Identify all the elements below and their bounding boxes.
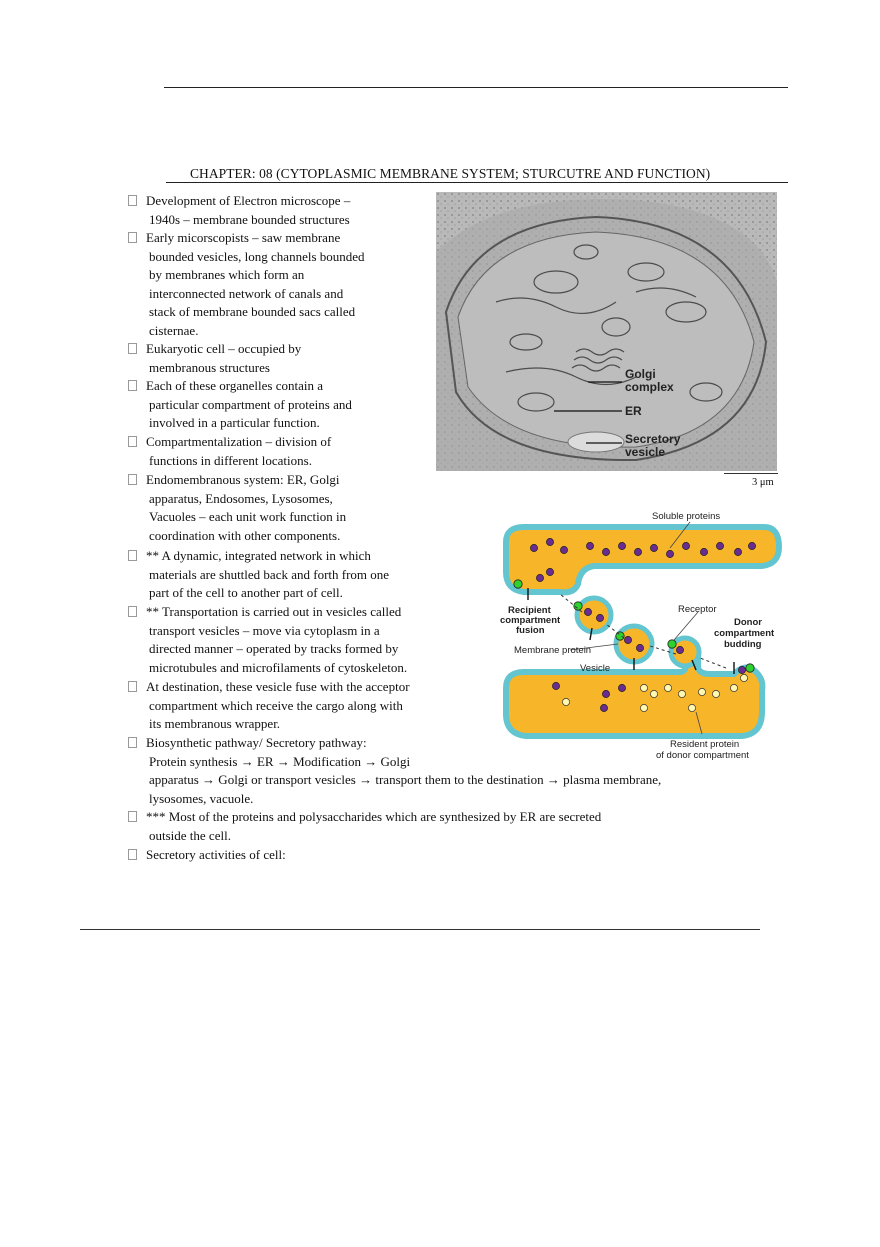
bullet-line: Each of these organelles contain a: [146, 378, 323, 393]
bullet-line: coordination with other components.: [149, 527, 341, 543]
bullet-item: [128, 471, 346, 545]
bullet-line: bounded vesicles, long channels bounded: [149, 248, 365, 264]
resident-label-2: of donor compartment: [656, 750, 749, 761]
recipient-compartment: [506, 527, 779, 592]
secretory-label-2: vesicle: [625, 445, 666, 459]
bullet-line: by membranes which form an: [149, 267, 305, 283]
bullet-line: transport vesicles – move via cytoplasm in a: [149, 622, 380, 638]
bullet-line: apparatus, Endosomes, Lysosomes,: [149, 490, 333, 506]
er-label: ER: [625, 404, 642, 418]
recipient-label-1: Recipient: [508, 605, 551, 616]
bullet-item: [128, 547, 389, 603]
bullet-line: directed manner – operated by tracks formed by: [149, 641, 399, 657]
scale-label: 3 μm: [752, 477, 774, 488]
bullet-glyph-icon: [128, 232, 137, 243]
bullet-line: functions in different locations.: [149, 452, 312, 468]
bullet-glyph-icon: [128, 849, 137, 860]
bullet-item: [128, 377, 352, 433]
bullet-line: part of the cell to another part of cell.: [149, 585, 343, 601]
vesicle-transport-diagram: [494, 502, 784, 764]
scale-bar: [724, 473, 778, 474]
bullet-item: [128, 433, 331, 470]
bullet-line: ** A dynamic, integrated network in which: [146, 548, 371, 563]
bullet-line: Vacuoles – each unit work function in: [149, 509, 347, 525]
bullet-line: involved in a particular function.: [149, 415, 320, 431]
transport-vesicle-1: [577, 598, 611, 632]
bullet-line: *** Most of the proteins and polysaccharides which are synthesized by ER are secreted: [146, 809, 602, 824]
bullet-line: lysosomes, vacuole.: [149, 790, 254, 806]
donor-label-2: compartment: [714, 628, 775, 639]
bullet-item: [128, 846, 286, 865]
bullet-glyph-icon: [128, 737, 137, 748]
bullet-line: its membranous wrapper.: [149, 716, 281, 732]
secretory-label-1: Secretory: [625, 432, 681, 446]
bullet-item: [128, 603, 407, 677]
bullet-glyph-icon: [128, 436, 137, 447]
bullet-item: [128, 340, 301, 377]
bullet-item: [128, 192, 350, 229]
bullet-line: Development of Electron microscope –: [146, 193, 351, 208]
bullet-item: [128, 678, 410, 734]
donor-label-3: budding: [724, 639, 762, 650]
bullet-line: Secretory activities of cell:: [146, 847, 286, 862]
bullet-glyph-icon: [128, 195, 137, 206]
soluble-proteins-label: Soluble proteins: [652, 511, 721, 522]
header-rule: [164, 87, 788, 88]
bullet-line: Biosynthetic pathway/ Secretory pathway:: [146, 735, 367, 750]
bullet-line: At destination, these vesicle fuse with the acceptor: [146, 679, 410, 694]
vesicle-label: Vesicle: [580, 663, 611, 674]
bullet-glyph-icon: [128, 550, 137, 561]
bullet-line: membranous structures: [149, 359, 270, 375]
recipient-label-2: compartment: [500, 615, 561, 626]
title-underline: [166, 182, 788, 183]
bullet-line: compartment which receive the cargo along with: [149, 697, 403, 713]
donor-label-1: Donor: [734, 617, 762, 628]
bullet-line: particular compartment of proteins and: [149, 396, 352, 412]
bullet-line: microtubules and microfilaments of cytoskeleton.: [149, 659, 408, 675]
receptor-label: Receptor: [678, 604, 717, 615]
resident-label-1: Resident protein: [670, 739, 740, 750]
bullet-line: interconnected network of canals and: [149, 285, 344, 301]
bullet-line: Early micorscopists – saw membrane: [146, 230, 341, 245]
bullet-glyph-icon: [128, 343, 137, 354]
bullet-item: [128, 808, 601, 845]
bullet-line: Endomembranous system: ER, Golgi: [146, 472, 340, 487]
bullet-line: 1940s – membrane bounded structures: [149, 211, 350, 227]
golgi-label-2: complex: [625, 380, 674, 394]
bullet-line: ** Transportation is carried out in vesicles called: [146, 604, 402, 619]
bullet-line: stack of membrane bounded sacs called: [149, 304, 356, 320]
footer-rule: [80, 929, 760, 930]
bullet-glyph-icon: [128, 380, 137, 391]
golgi-label-1: Golgi: [625, 367, 656, 381]
electron-micrograph: [436, 192, 777, 471]
bullet-glyph-icon: [128, 681, 137, 692]
bullet-glyph-icon: [128, 606, 137, 617]
bullet-line: cisternae.: [149, 322, 199, 338]
recipient-label-3: fusion: [516, 625, 545, 636]
bullet-line: apparatus → Golgi or transport vesicles → transport them to the destination → plasma membrane,: [149, 772, 662, 788]
bullet-line: Protein synthesis → ER → Modification → Golgi: [149, 753, 411, 769]
chapter-title: CHAPTER: 08 (CYTOPLASMIC MEMBRANE SYSTEM; STURCUTRE AND FUNCTION): [190, 166, 711, 181]
transport-vesicle-2: [616, 626, 652, 662]
bullet-glyph-icon: [128, 474, 137, 485]
membrane-protein-label: Membrane protein: [514, 645, 592, 656]
bullet-item: [128, 229, 365, 341]
bullet-line: Compartmentalization – division of: [146, 434, 332, 449]
bullet-line: outside the cell.: [149, 827, 231, 843]
bullet-glyph-icon: [128, 811, 137, 822]
bullet-line: materials are shuttled back and forth from one: [149, 566, 390, 582]
bullet-line: Eukaryotic cell – occupied by: [146, 341, 302, 356]
